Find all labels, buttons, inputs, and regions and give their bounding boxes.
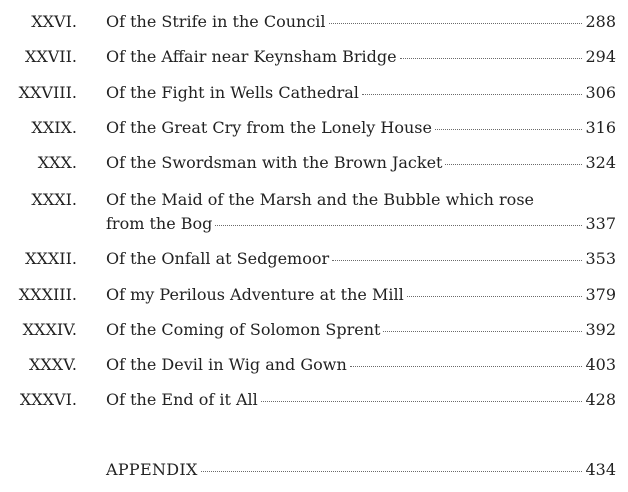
page-number: 306 [585,83,616,102]
chapter-title-line-2: from the Bog [106,214,213,233]
chapter-number: XXXIV. [22,320,77,339]
chapter-title: Of my Perilous Adventure at the Mill [106,285,404,304]
chapter-number: XXIX. [31,118,77,137]
dot-leader [329,23,583,24]
chapter-title: Of the End of it All [106,390,258,409]
chapter-title: Of the Devil in Wig and Gown [106,355,347,374]
dot-leader [261,401,583,402]
page-number: 392 [585,320,616,339]
page-number: 428 [585,390,616,409]
chapter-title-line-1: Of the Maid of the Marsh and the Bubble which rose [106,190,534,209]
page-number: 403 [585,355,616,374]
page-number: 434 [585,460,616,479]
page-number: 316 [585,118,616,137]
chapter-number: XXXVI. [19,390,77,409]
chapter-title: Of the Great Cry from the Lonely House [106,118,432,137]
page-number: 288 [585,12,616,31]
page-number: 337 [585,214,616,233]
chapter-title: Of the Onfall at Sedgemoor [106,249,330,268]
dot-leader [435,129,582,130]
chapter-number: XXVII. [24,47,77,66]
chapter-number: XXXII. [25,249,77,268]
chapter-title: Of the Coming of Solomon Sprent [106,320,381,339]
chapter-title: Of the Swordsman with the Brown Jacket [106,153,443,172]
chapter-title: Of the Fight in Wells Cathedral [106,83,359,102]
dot-leader [445,164,582,165]
chapter-title: Of the Strife in the Council [106,12,326,31]
dot-leader [332,260,582,261]
chapter-number: XXX. [37,153,77,172]
dot-leader [383,331,582,332]
chapter-title: Of the Affair near Keynsham Bridge [106,47,397,66]
chapter-number: XXVIII. [18,83,77,102]
chapter-number: XXXIII. [18,285,77,304]
dot-leader [201,471,583,472]
page-number: 379 [585,285,616,304]
dot-leader [362,94,583,95]
page-number: 353 [585,249,616,268]
chapter-number: XXXV. [28,355,77,374]
dot-leader [400,58,583,59]
page-number: 294 [585,47,616,66]
chapter-number: XXXI. [31,190,77,209]
dot-leader [215,225,582,226]
page-number: 324 [585,153,616,172]
dot-leader [407,296,583,297]
appendix-title: APPENDIX [106,460,198,479]
dot-leader [350,366,583,367]
chapter-number: XXVI. [31,12,77,31]
